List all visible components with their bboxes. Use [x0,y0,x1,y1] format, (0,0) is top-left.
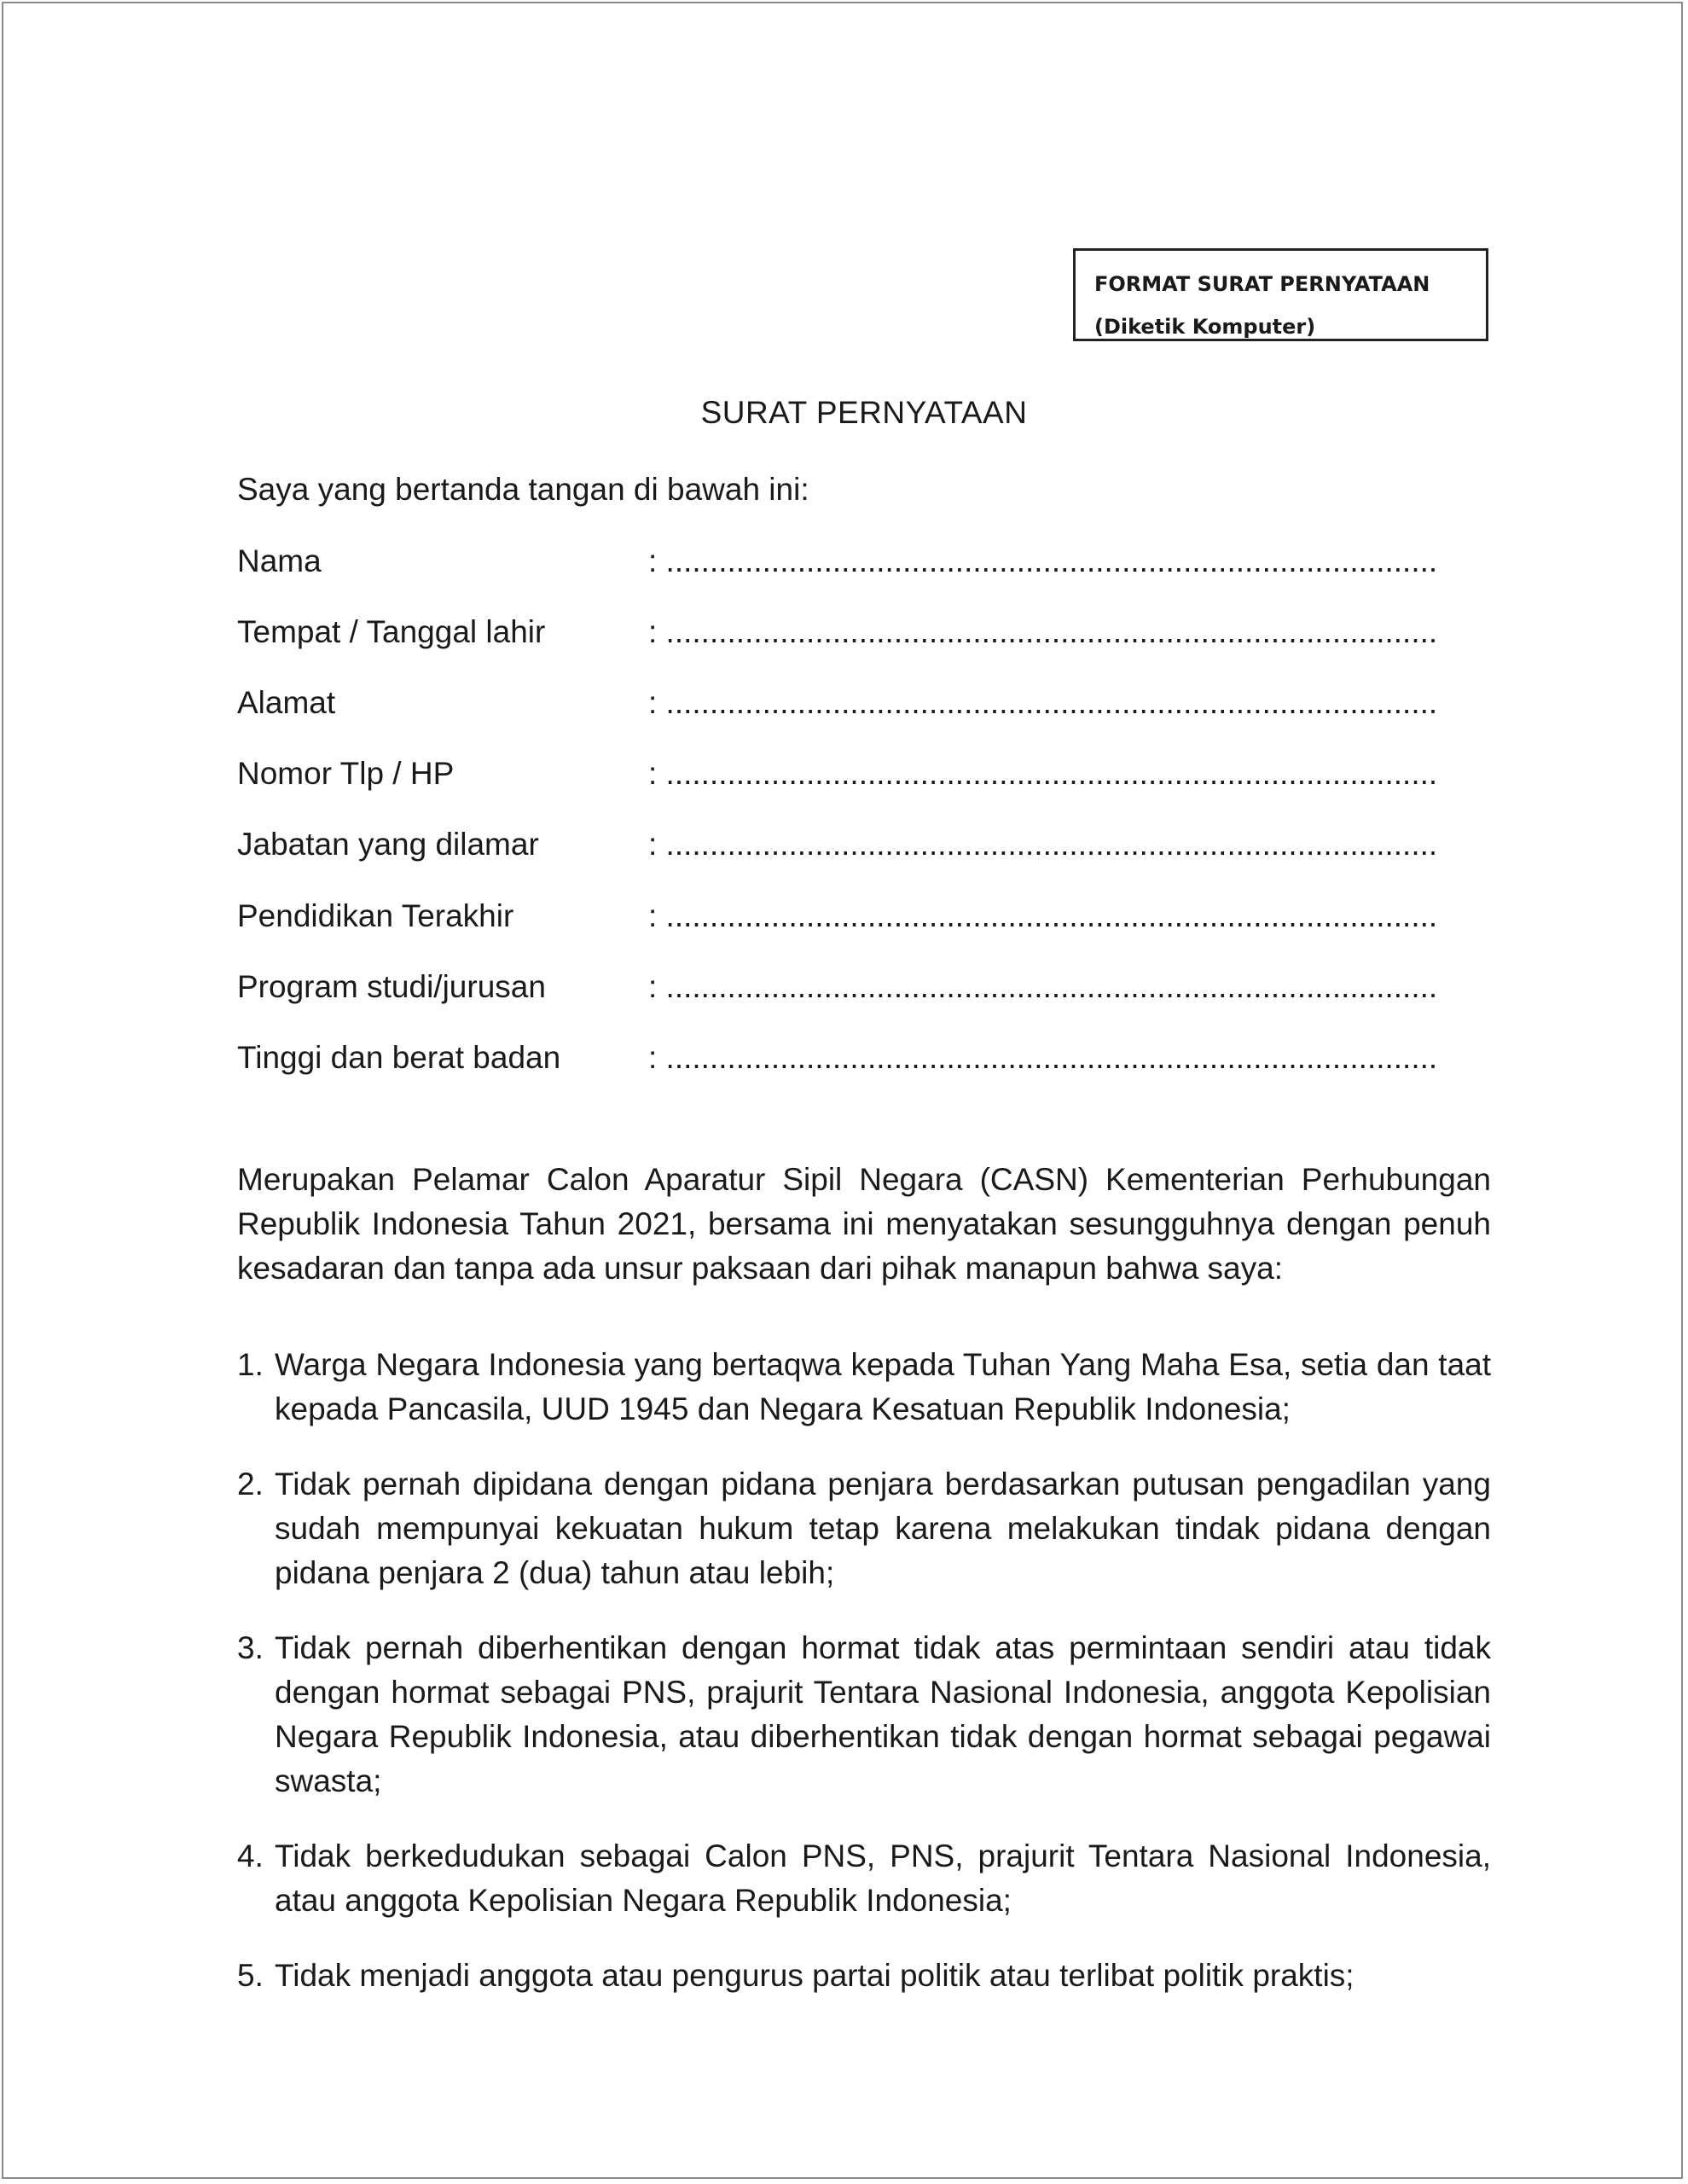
field-blank-nama[interactable]: : ........................................................................................ [648,543,1438,578]
field-label-nomor-tlp: Nomor Tlp / HP [237,756,455,791]
field-label-pendidikan: Pendidikan Terakhir [237,898,514,933]
statement-text: Warga Negara Indonesia yang bertaqwa kepada Tuhan Yang Maha Esa, setia dan taat kepada Pancasila, UUD 1945 dan Negara Kesatuan Republik Indonesia; [275,1347,1491,1426]
format-label-subtitle: (Diketik Komputer) [1094,315,1316,339]
statement-list [237,1343,1491,2029]
field-blank-tempat-tanggal-lahir[interactable]: : ........................................................................................ [648,614,1438,649]
statement-item [237,1343,1491,1432]
field-label-nama: Nama [237,543,322,578]
statement-item [237,1626,1491,1804]
declaration-paragraph: Merupakan Pelamar Calon Aparatur Sipil Negara (CASN) Kementerian Perhubungan Republik Indonesia Tahun 2021, bersama ini menyatakan sesungguhnya dengan penuh kesadaran dan tanpa ada unsur paksaan dari pihak manapun bahwa saya: [237,1162,1491,1286]
field-blank-alamat[interactable]: : ........................................................................................ [648,685,1438,720]
statement-number: 1. [237,1347,264,1382]
document-title: SURAT PERNYATAAN [700,395,1028,430]
statement-item [237,1462,1491,1595]
field-label-program-studi: Program studi/jurusan [237,969,546,1004]
statement-text: Tidak berkedudukan sebagai Calon PNS, PNS, prajurit Tentara Nasional Indonesia, atau anggota Kepolisian Negara Republik Indonesia; [275,1838,1491,1918]
field-blank-program-studi[interactable]: : ........................................................................................ [648,969,1438,1004]
statement-item [237,1834,1491,1923]
statement-text: Tidak menjadi anggota atau pengurus partai politik atau terlibat politik praktis; [275,1958,1354,1993]
field-blank-tinggi-berat[interactable]: : ........................................................................................ [648,1040,1438,1075]
field-label-tempat-tanggal-lahir: Tempat / Tanggal lahir [237,614,546,649]
field-label-alamat: Alamat [237,685,336,720]
field-blank-nomor-tlp[interactable]: : ........................................................................................ [648,756,1438,791]
statement-number: 3. [237,1630,264,1665]
field-label-jabatan: Jabatan yang dilamar [237,827,539,862]
statement-text: Tidak pernah diberhentikan dengan hormat tidak atas permintaan sendiri atau tidak dengan hormat sebagai PNS, prajurit Tentara Nasional Indonesia, anggota Kepolisian Negara Republik Indonesia, atau diberhentikan tidak dengan hormat sebagai pegawai swasta; [275,1630,1491,1798]
statement-number: 5. [237,1958,264,1993]
intro-text: Saya yang bertanda tangan di bawah ini: [237,472,809,507]
statement-item [237,1954,1491,1998]
statement-text: Tidak pernah dipidana dengan pidana penjara berdasarkan putusan pengadilan yang sudah mempunyai kekuatan hukum tetap karena melakukan tindak pidana dengan pidana penjara 2 (dua) tahun atau lebih; [275,1467,1491,1590]
field-blank-pendidikan[interactable]: : ........................................................................................ [648,898,1438,933]
field-label-tinggi-berat: Tinggi dan berat badan [237,1040,561,1075]
field-blank-jabatan[interactable]: : ........................................................................................ [648,827,1438,862]
statement-number: 4. [237,1838,264,1873]
format-label-title: FORMAT SURAT PERNYATAAN [1094,272,1430,296]
format-label-box [1073,248,1488,341]
statement-number: 2. [237,1467,264,1502]
